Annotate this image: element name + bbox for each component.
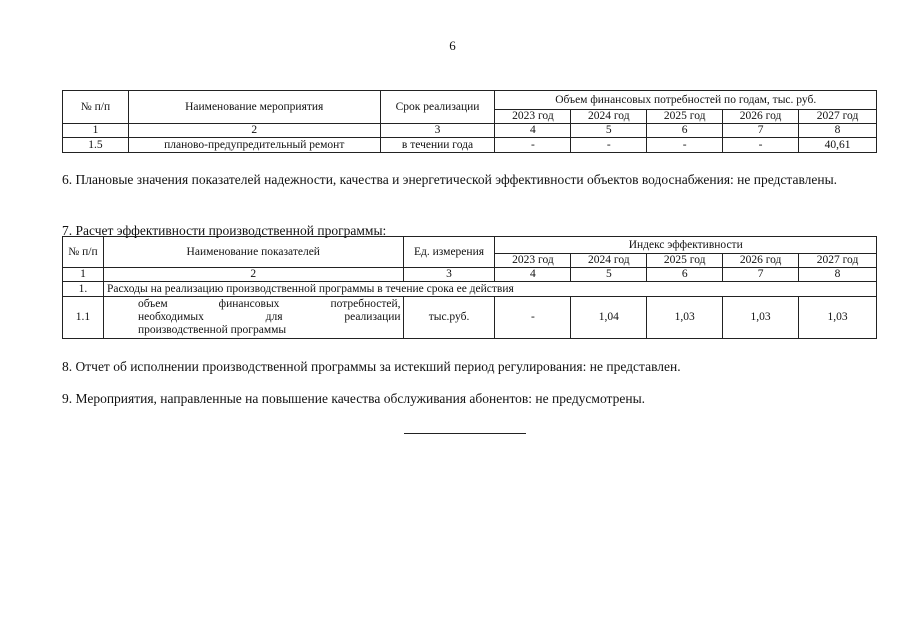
index-cell: 2	[103, 268, 403, 282]
index-cell: 6	[647, 124, 723, 138]
row-value: 1,03	[723, 297, 799, 339]
group-label: Расходы на реализацию производственной программы в течение срока ее действия	[103, 282, 876, 297]
header-unit: Ед. измерения	[403, 237, 495, 268]
header-num: № п/п	[63, 237, 104, 268]
index-cell: 7	[723, 124, 799, 138]
index-cell: 5	[571, 268, 647, 282]
row-value: -	[495, 138, 571, 153]
row-value: -	[495, 297, 571, 339]
header-year: 2026 год	[723, 110, 799, 124]
row-value: -	[723, 138, 799, 153]
table-row	[63, 138, 877, 153]
header-name: Наименование показателей	[103, 237, 403, 268]
header-name: Наименование мероприятия	[128, 91, 380, 124]
row-value: 1,04	[571, 297, 647, 339]
index-cell: 1	[63, 124, 129, 138]
header-year: 2026 год	[723, 254, 799, 268]
header-year: 2024 год	[571, 110, 647, 124]
index-row	[63, 124, 877, 138]
section-9-text: 9. Мероприятия, направленные на повышение качества обслуживания абонентов: не предусмотрены.	[62, 391, 646, 406]
row-term: в течении года	[380, 138, 495, 153]
row-unit: тыс.руб.	[403, 297, 495, 339]
table-row	[63, 297, 877, 339]
header-year: 2024 год	[571, 254, 647, 268]
header-year: 2023 год	[495, 110, 571, 124]
row-name	[103, 297, 403, 339]
index-cell: 5	[571, 124, 647, 138]
header-term: Срок реализации	[380, 91, 495, 124]
section-6-text: 6. Плановые значения показателей надежности, качества и энергетической эффективности объектов водоснабжения: не представлены.	[62, 172, 838, 187]
group-num: 1.	[63, 282, 104, 297]
index-cell: 4	[495, 124, 571, 138]
header-volume: Объем финансовых потребностей по годам, тыс. руб.	[495, 91, 877, 110]
row-num: 1.1	[63, 297, 104, 339]
row-value: 40,61	[799, 138, 877, 153]
row-value: 1,03	[647, 297, 723, 339]
index-cell: 3	[380, 124, 495, 138]
row-value: -	[647, 138, 723, 153]
closing-rule	[404, 433, 526, 434]
section-8-text: 8. Отчет об исполнении производственной программы за истекший период регулирования: не представлен.	[62, 359, 681, 374]
row-name: планово-предупредительный ремонт	[128, 138, 380, 153]
header-year: 2027 год	[799, 254, 877, 268]
index-cell: 6	[647, 268, 723, 282]
index-cell: 7	[723, 268, 799, 282]
header-year: 2025 год	[647, 110, 723, 124]
header-year: 2023 год	[495, 254, 571, 268]
index-cell: 1	[63, 268, 104, 282]
index-cell: 4	[495, 268, 571, 282]
group-row	[63, 282, 877, 297]
page-number: 6	[449, 38, 456, 53]
section-7-title: 7. Расчет эффективности производственной программы:	[62, 223, 387, 238]
row-num: 1.5	[63, 138, 129, 153]
header-index: Индекс эффективности	[495, 237, 877, 254]
row-name-line: производственной программы	[137, 324, 287, 336]
index-row	[63, 268, 877, 282]
financial-needs-table	[62, 90, 877, 153]
row-name-line: необходимых для реализации	[137, 311, 401, 323]
index-cell: 2	[128, 124, 380, 138]
row-value: -	[571, 138, 647, 153]
efficiency-table	[62, 236, 877, 339]
header-num: № п/п	[63, 91, 129, 124]
index-cell: 8	[799, 268, 877, 282]
header-year: 2025 год	[647, 254, 723, 268]
header-year: 2027 год	[799, 110, 877, 124]
index-cell: 3	[403, 268, 495, 282]
row-name-line: объем финансовых потребностей,	[137, 298, 401, 310]
row-value: 1,03	[799, 297, 877, 339]
index-cell: 8	[799, 124, 877, 138]
